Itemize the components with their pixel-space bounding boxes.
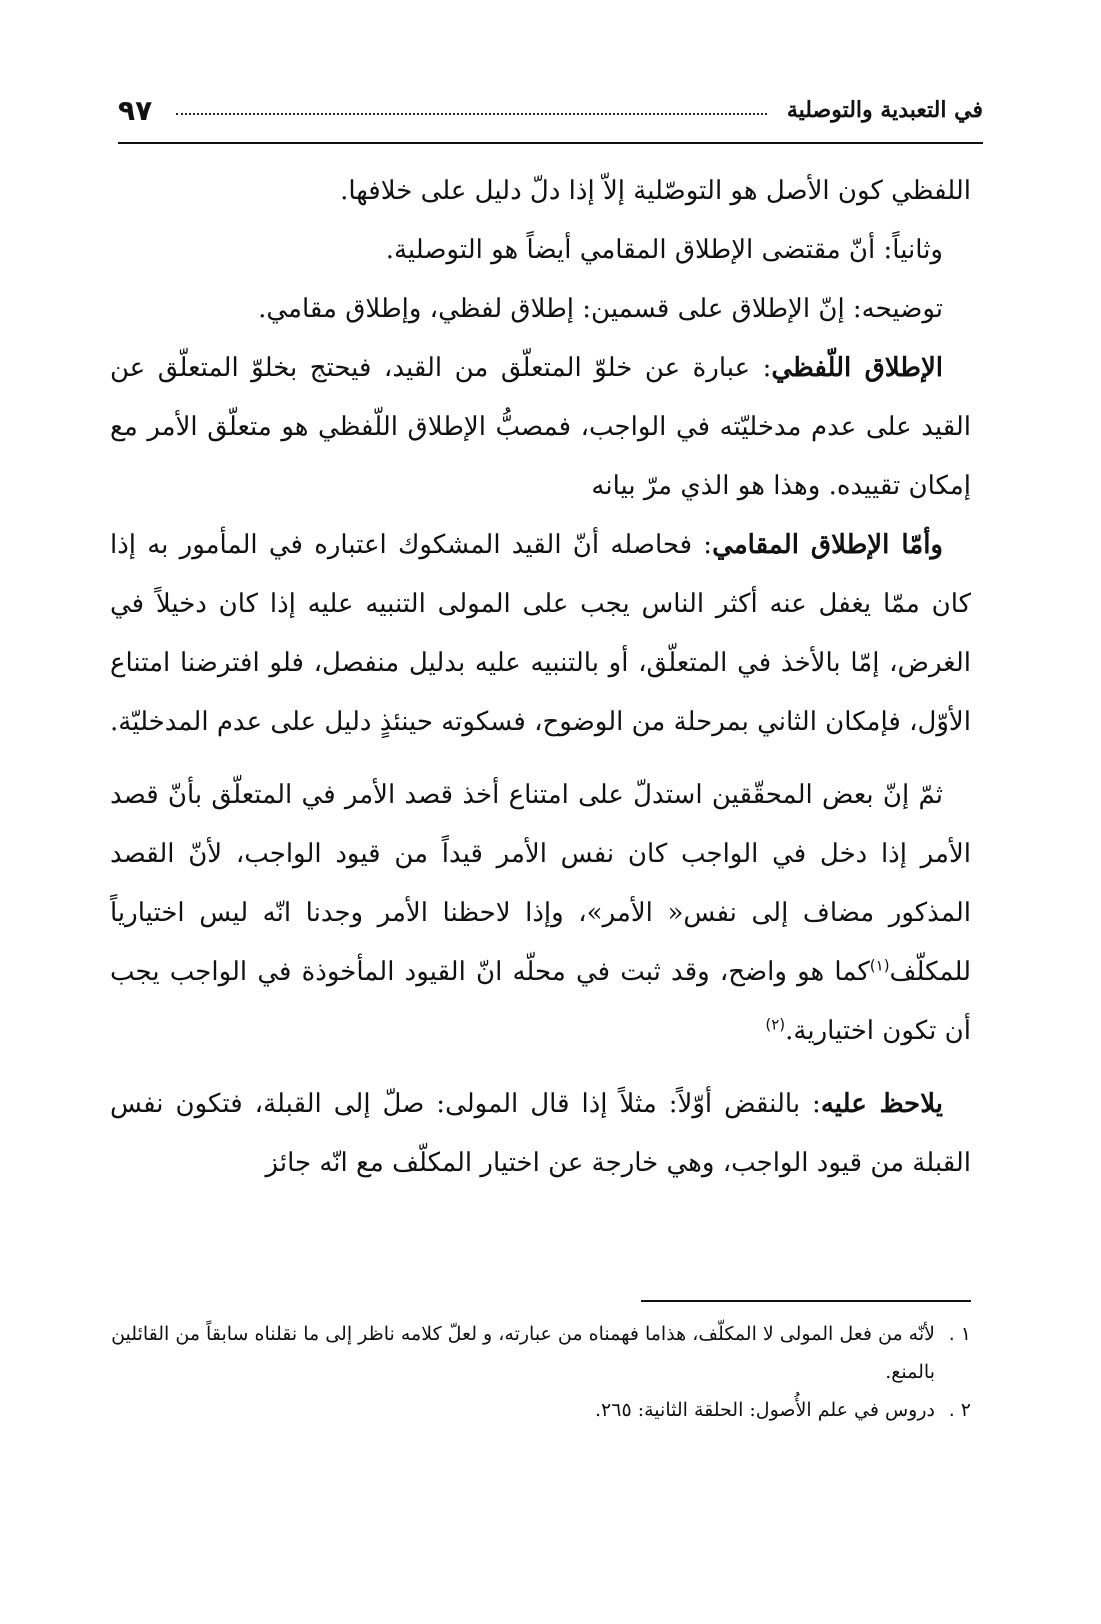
paragraph-5 — [110, 516, 971, 752]
footnote-number: ٢ . — [948, 1399, 971, 1421]
paragraph-7-text: : بالنقض أوّلاً: مثلاً إذا قال المولى: صلّ إلى القبلة، فتكون نفس القبلة من قيود الواجب، وهي خارجة عن اختيار المكلّف مع انّه جائز — [110, 1089, 971, 1178]
page-number: ٩٧ — [118, 93, 153, 127]
running-title: في التعبدية والتوصلية — [786, 97, 983, 123]
footnote-1 — [100, 1315, 971, 1391]
paragraph-5-text: : فحاصله أنّ القيد المشكوك اعتباره في المأمور به إذا كان ممّا يغفل عنه أكثر الناس يجب على المولى التنبيه عليه إذا كان دخيلاً في الغرض، إمّا بالأخذ في المتعلّق، أو بالتنبيه عليه بدليل منفصل، فلو افترضنا امتناع الأوّل، فإمكان الثاني بمرحلة من الوضوح، فسكوته حينئذٍ دليل على عدم المدخليّة. — [110, 530, 971, 737]
paragraph-2: وثانياً: أنّ مقتضى الإطلاق المقامي أيضاً هو التوصلية. — [385, 235, 943, 265]
term-yulahaz: يلاحظ عليه — [820, 1089, 943, 1119]
paragraph-6-text-a: ثمّ إنّ بعض المحقّقين استدلّ على امتناع أخذ قصد الأمر في المتعلّق بأنّ قصد الأمر إذا دخل في الواجب كان نفس الأمر قيداً من قيود الواجب، لأنّ القصد المذكور مضاف إلى نفس« الأمر»، وإذا لاحظنا الأمر وجدنا انّه ليس اختيارياً للمكلّف — [110, 780, 971, 987]
paragraph-1: اللفظي كون الأصل هو التوصّلية إلاّ إذا دلّ دليل على خلافها. — [340, 176, 971, 206]
footnote-divider — [641, 1300, 971, 1302]
footnote-text: دروس في علم الأُصول: الحلقة الثانية: ٢٦٥. — [595, 1399, 935, 1421]
term-lafzi: الإطلاق اللّفظي — [771, 353, 944, 383]
main-text — [110, 162, 971, 1193]
footnote-ref-1[interactable]: (١) — [869, 956, 890, 975]
paragraph-6 — [110, 766, 971, 1061]
footnote-2 — [100, 1391, 971, 1429]
paragraph-6-text-b: كما هو واضح، وقد ثبت في محلّه انّ القيود المأخوذة في الواجب يجب أن تكون اختيارية. — [110, 957, 971, 1046]
paragraph-4 — [110, 339, 971, 516]
page-header — [118, 88, 983, 132]
header-divider — [118, 142, 983, 144]
footnote-ref-2[interactable]: (٢) — [765, 1015, 786, 1034]
footnote-text: لأنّه من فعل المولى لا المكلّف، هذاما فهمناه من عبارته، و لعلّ كلامه ناظر إلى ما نقلناه سابقاً من القائلين بالمنع. — [111, 1323, 935, 1383]
footnotes — [100, 1315, 971, 1429]
paragraph-7 — [110, 1075, 971, 1193]
footnote-number: ١ . — [948, 1323, 971, 1345]
leader-dots — [176, 113, 767, 115]
term-maqami: وأمّا الإطلاق المقامي — [712, 530, 943, 560]
paragraph-3: توضيحه: إنّ الإطلاق على قسمين: إطلاق لفظي، وإطلاق مقامي. — [258, 294, 943, 324]
paragraph-4-text: : عبارة عن خلوّ المتعلّق من القيد، فيحتج بخلوّ المتعلّق عن القيد على عدم مدخليّته في الواجب، فمصبُّ الإطلاق اللّفظي هو متعلّق الأمر مع إمكان تقييده. وهذا هو الذي مرّ بيانه — [110, 353, 971, 501]
